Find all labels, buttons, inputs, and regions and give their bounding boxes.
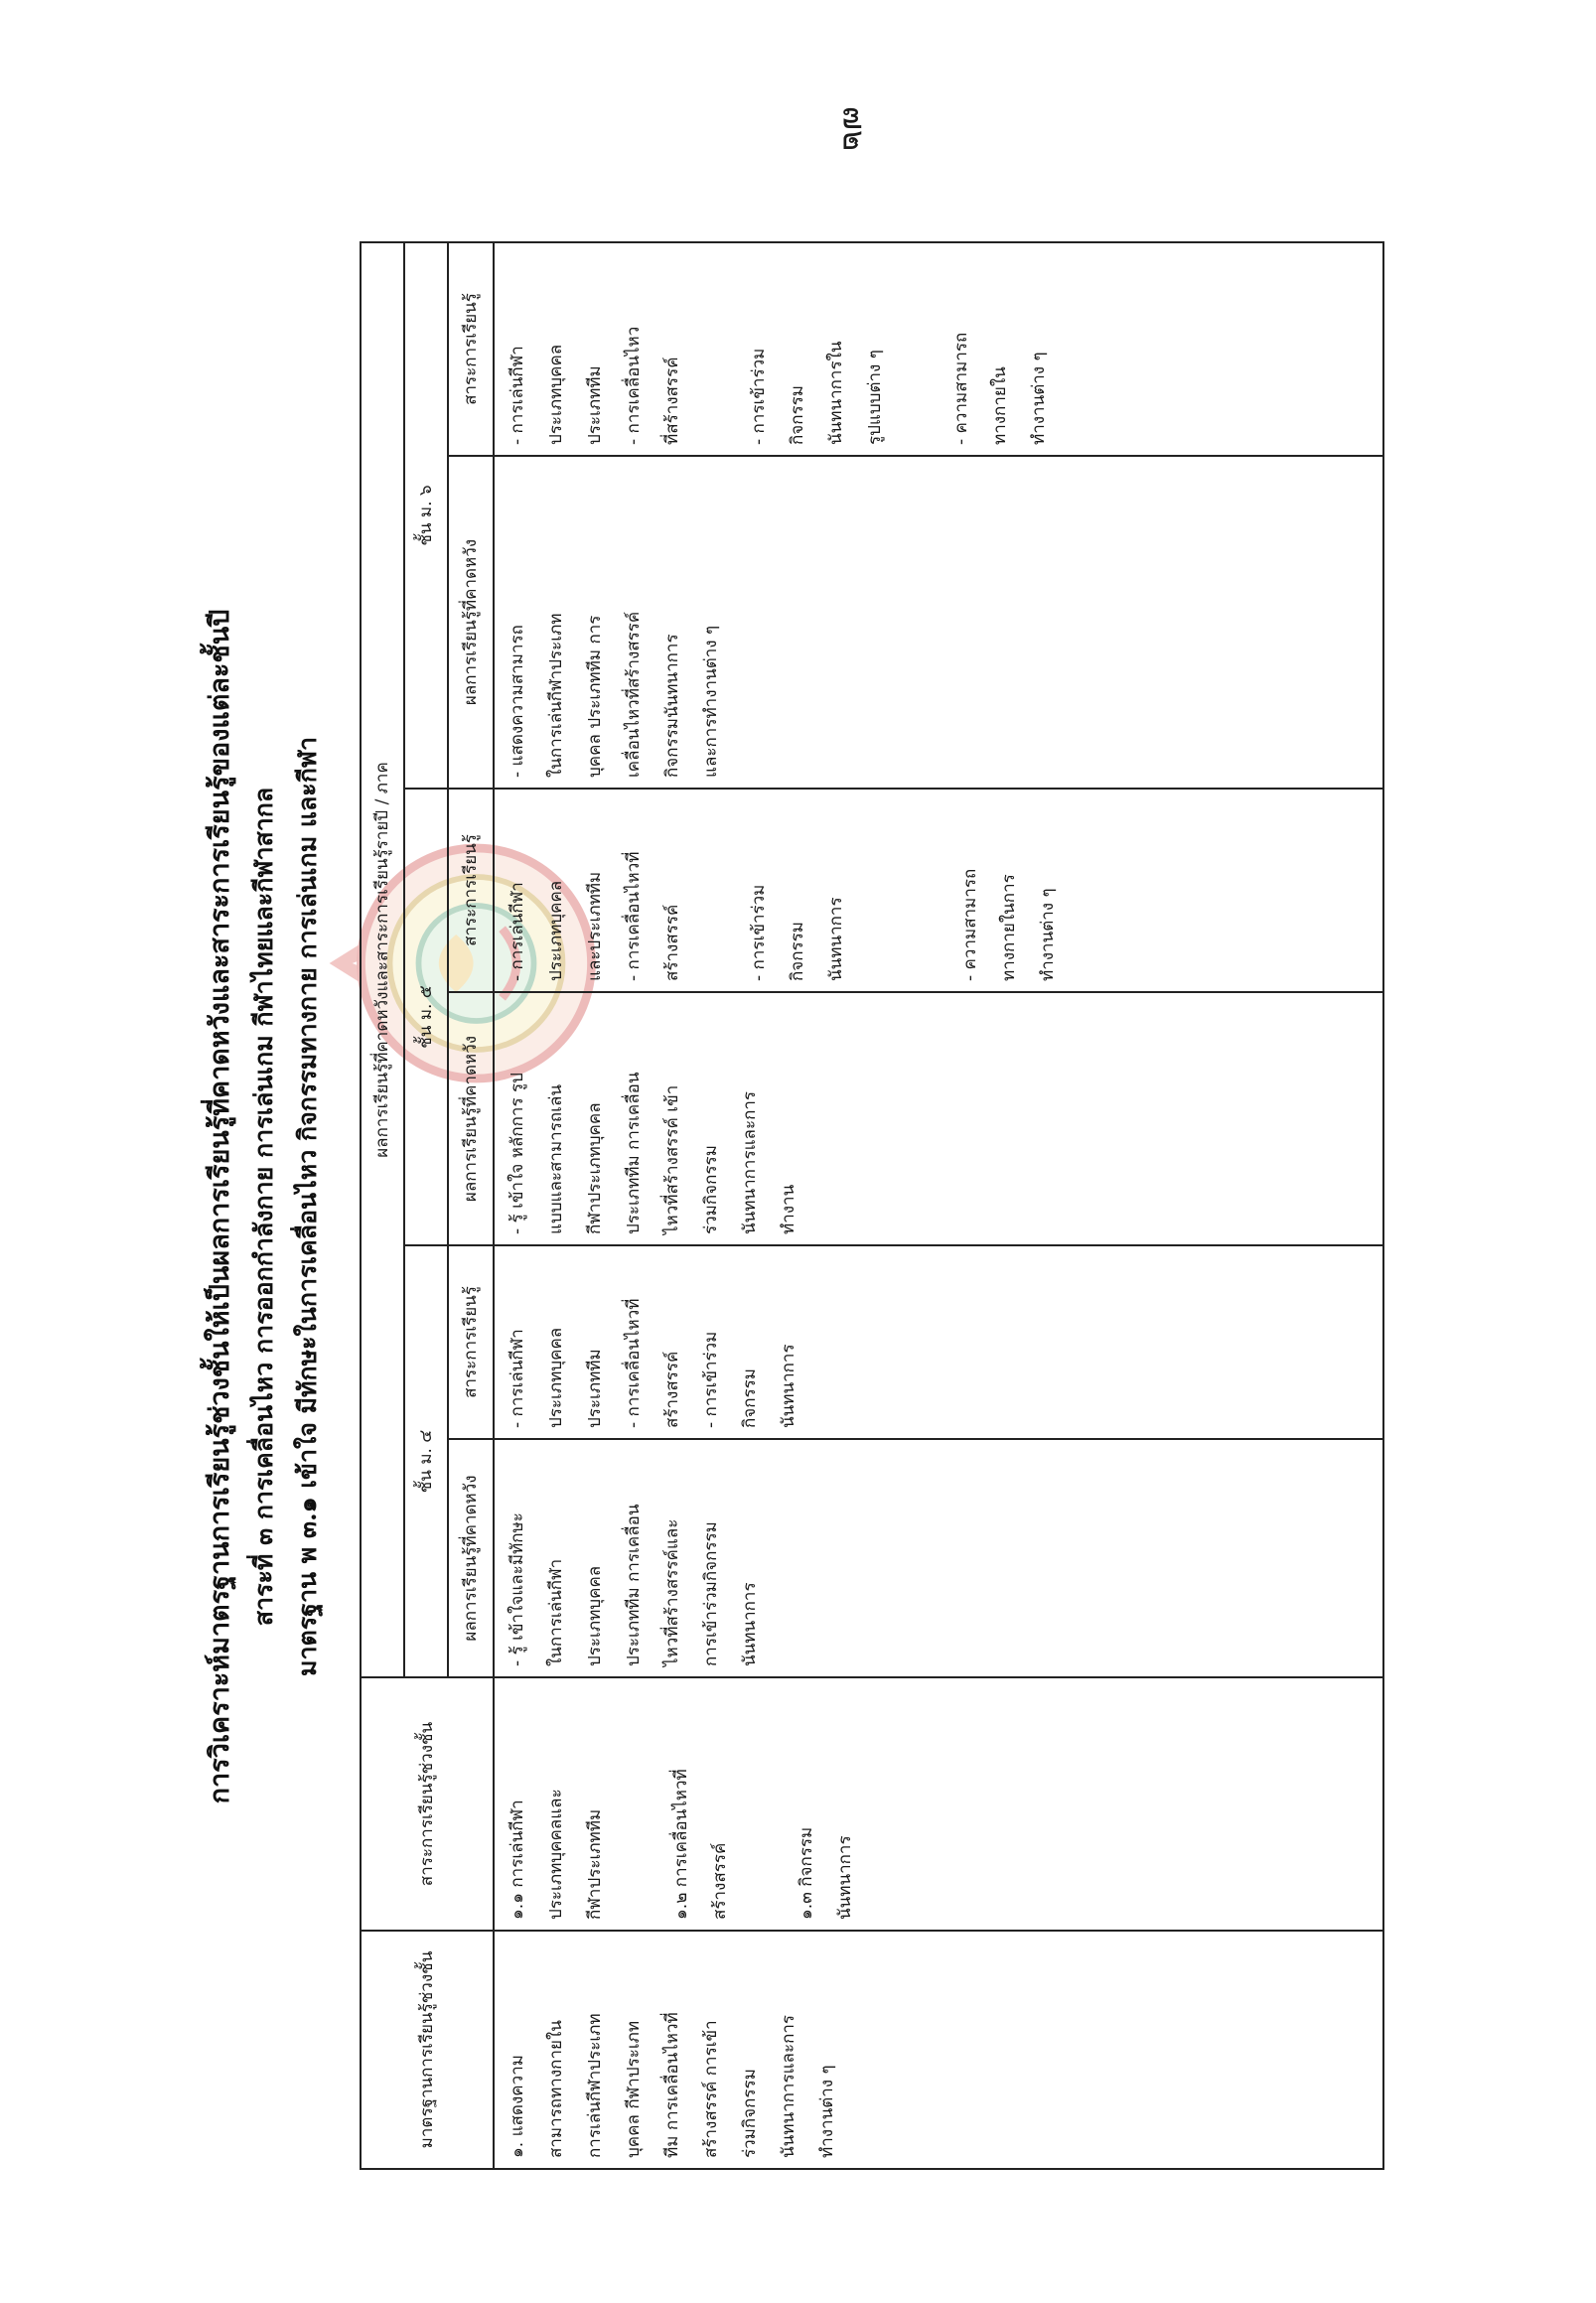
title-line-3: มาตรฐาน พ ๓.๑ เข้าใจ มีทักษะในการเคลื่อนไหว กิจกรรมทางกาย การเล่นเกม และกีฬา bbox=[293, 736, 322, 1677]
cell-m6-content: - การเล่นกีฬา ประเภทบุคคล ประเภททีม - การเคลื่อนไหว ที่สร้างสรรค์ - การเข้าร่วม กิจกรรม นันทนาการใน รูปแบบต่าง ๆ - ความสามารถ ทางกายใน ทำงานต่าง ๆ bbox=[494, 242, 1383, 456]
header-m5-content: สาระการเรียนรู้ bbox=[448, 789, 494, 992]
header-m5-outcome: ผลการเรียนรู้ที่คาดหวัง bbox=[448, 992, 494, 1245]
title-line-2: สาระที่ ๓ การเคลื่อนไหว การออกกำลังกาย การเล่นเกม กีฬาไทยและกีฬาสากล bbox=[249, 787, 278, 1627]
cell-m5-content: - การเล่นกีฬา ประเภทบุคคล และประเภททีม - การเคลื่อนไหวที่ สร้างสรรค์ - การเข้าร่วม กิจกรรม นันทนาการ - ความสามารถ ทางกายในการ ทำงานต่าง ๆ bbox=[494, 789, 1383, 992]
cell-m6-outcome: - แสดงความสามารถ ในการเล่นกีฬาประเภท บุคคล ประเภททีม การ เคลื่อนไหวที่สร้างสรรค์ กิจกรรมนันทนาการ และการทำงานต่าง ๆ bbox=[494, 456, 1383, 789]
header-range-content: สาระการเรียนรู้ช่วงชั้น bbox=[361, 1677, 494, 1931]
header-m4: ชั้น ม. ๔ bbox=[404, 1245, 448, 1677]
title-line-1: การวิเคราะห์มาตรฐานการเรียนรู้ช่วงชั้นให้เป็นผลการเรียนรู้ที่คาดหวังและสาระการเรียนรู้ของแต่ละชั้นปี bbox=[205, 609, 235, 1804]
title-block bbox=[199, 243, 348, 2170]
header-m6-content: สาระการเรียนรู้ bbox=[448, 242, 494, 456]
cell-m4-content: - การเล่นกีฬา ประเภทบุคคล ประเภททีม - การเคลื่อนไหวที่ สร้างสรรค์ - การเข้าร่วม กิจกรรม นันทนาการ bbox=[494, 1245, 1383, 1439]
page-number: ๗๒ bbox=[835, 105, 874, 152]
rotated-landscape-page bbox=[199, 243, 1380, 2170]
header-m6-outcome: ผลการเรียนรู้ที่คาดหวัง bbox=[448, 456, 494, 789]
curriculum-table bbox=[360, 241, 1384, 2170]
cell-range-content: ๑.๑ การเล่นกีฬา ประเภทบุคคลและ กีฬาประเภททีม ๑.๒ การเคลื่อนไหวที่ สร้างสรรค์ ๑.๓ กิจกรรม นันทนาการ bbox=[494, 1677, 1383, 1931]
header-m4-outcome: ผลการเรียนรู้ที่คาดหวัง bbox=[448, 1439, 494, 1677]
cell-m4-outcome: - รู้ เข้าใจและมีทักษะ ในการเล่นกีฬา ประเภทบุคคล ประเภททีม การเคลื่อน ไหวที่สร้างสรรค์และ การเข้าร่วมกิจกรรม นันทนาการ bbox=[494, 1439, 1383, 1677]
header-m4-content: สาระการเรียนรู้ bbox=[448, 1245, 494, 1439]
cell-standard: ๑. แสดงความ สามารถทางกายใน การเล่นกีฬาประเภท บุคคล กีฬาประเภท ทีม การเคลื่อนไหวที่ สร้างสรรค์ การเข้า ร่วมกิจกรรม นันทนาการและการ ทำงานต่าง ๆ bbox=[494, 1931, 1383, 2169]
header-m5: ชั้น ม. ๕ bbox=[404, 789, 448, 1245]
header-yearly-group: ผลการเรียนรู้ที่คาดหวังและสาระการเรียนรู้รายปี / ภาค bbox=[361, 242, 404, 1677]
cell-m5-outcome: - รู้ เข้าใจ หลักการ รูป แบบและสามารถเล่น กีฬาประเภทบุคคล ประเภททีม การเคลื่อน ไหวที่สร้างสรรค์ เข้า ร่วมกิจกรรม นันทนาการและการ ทำงาน bbox=[494, 992, 1383, 1245]
header-m6: ชั้น ม. ๖ bbox=[404, 242, 448, 789]
header-standard: มาตรฐานการเรียนรู้ช่วงชั้น bbox=[361, 1931, 494, 2169]
